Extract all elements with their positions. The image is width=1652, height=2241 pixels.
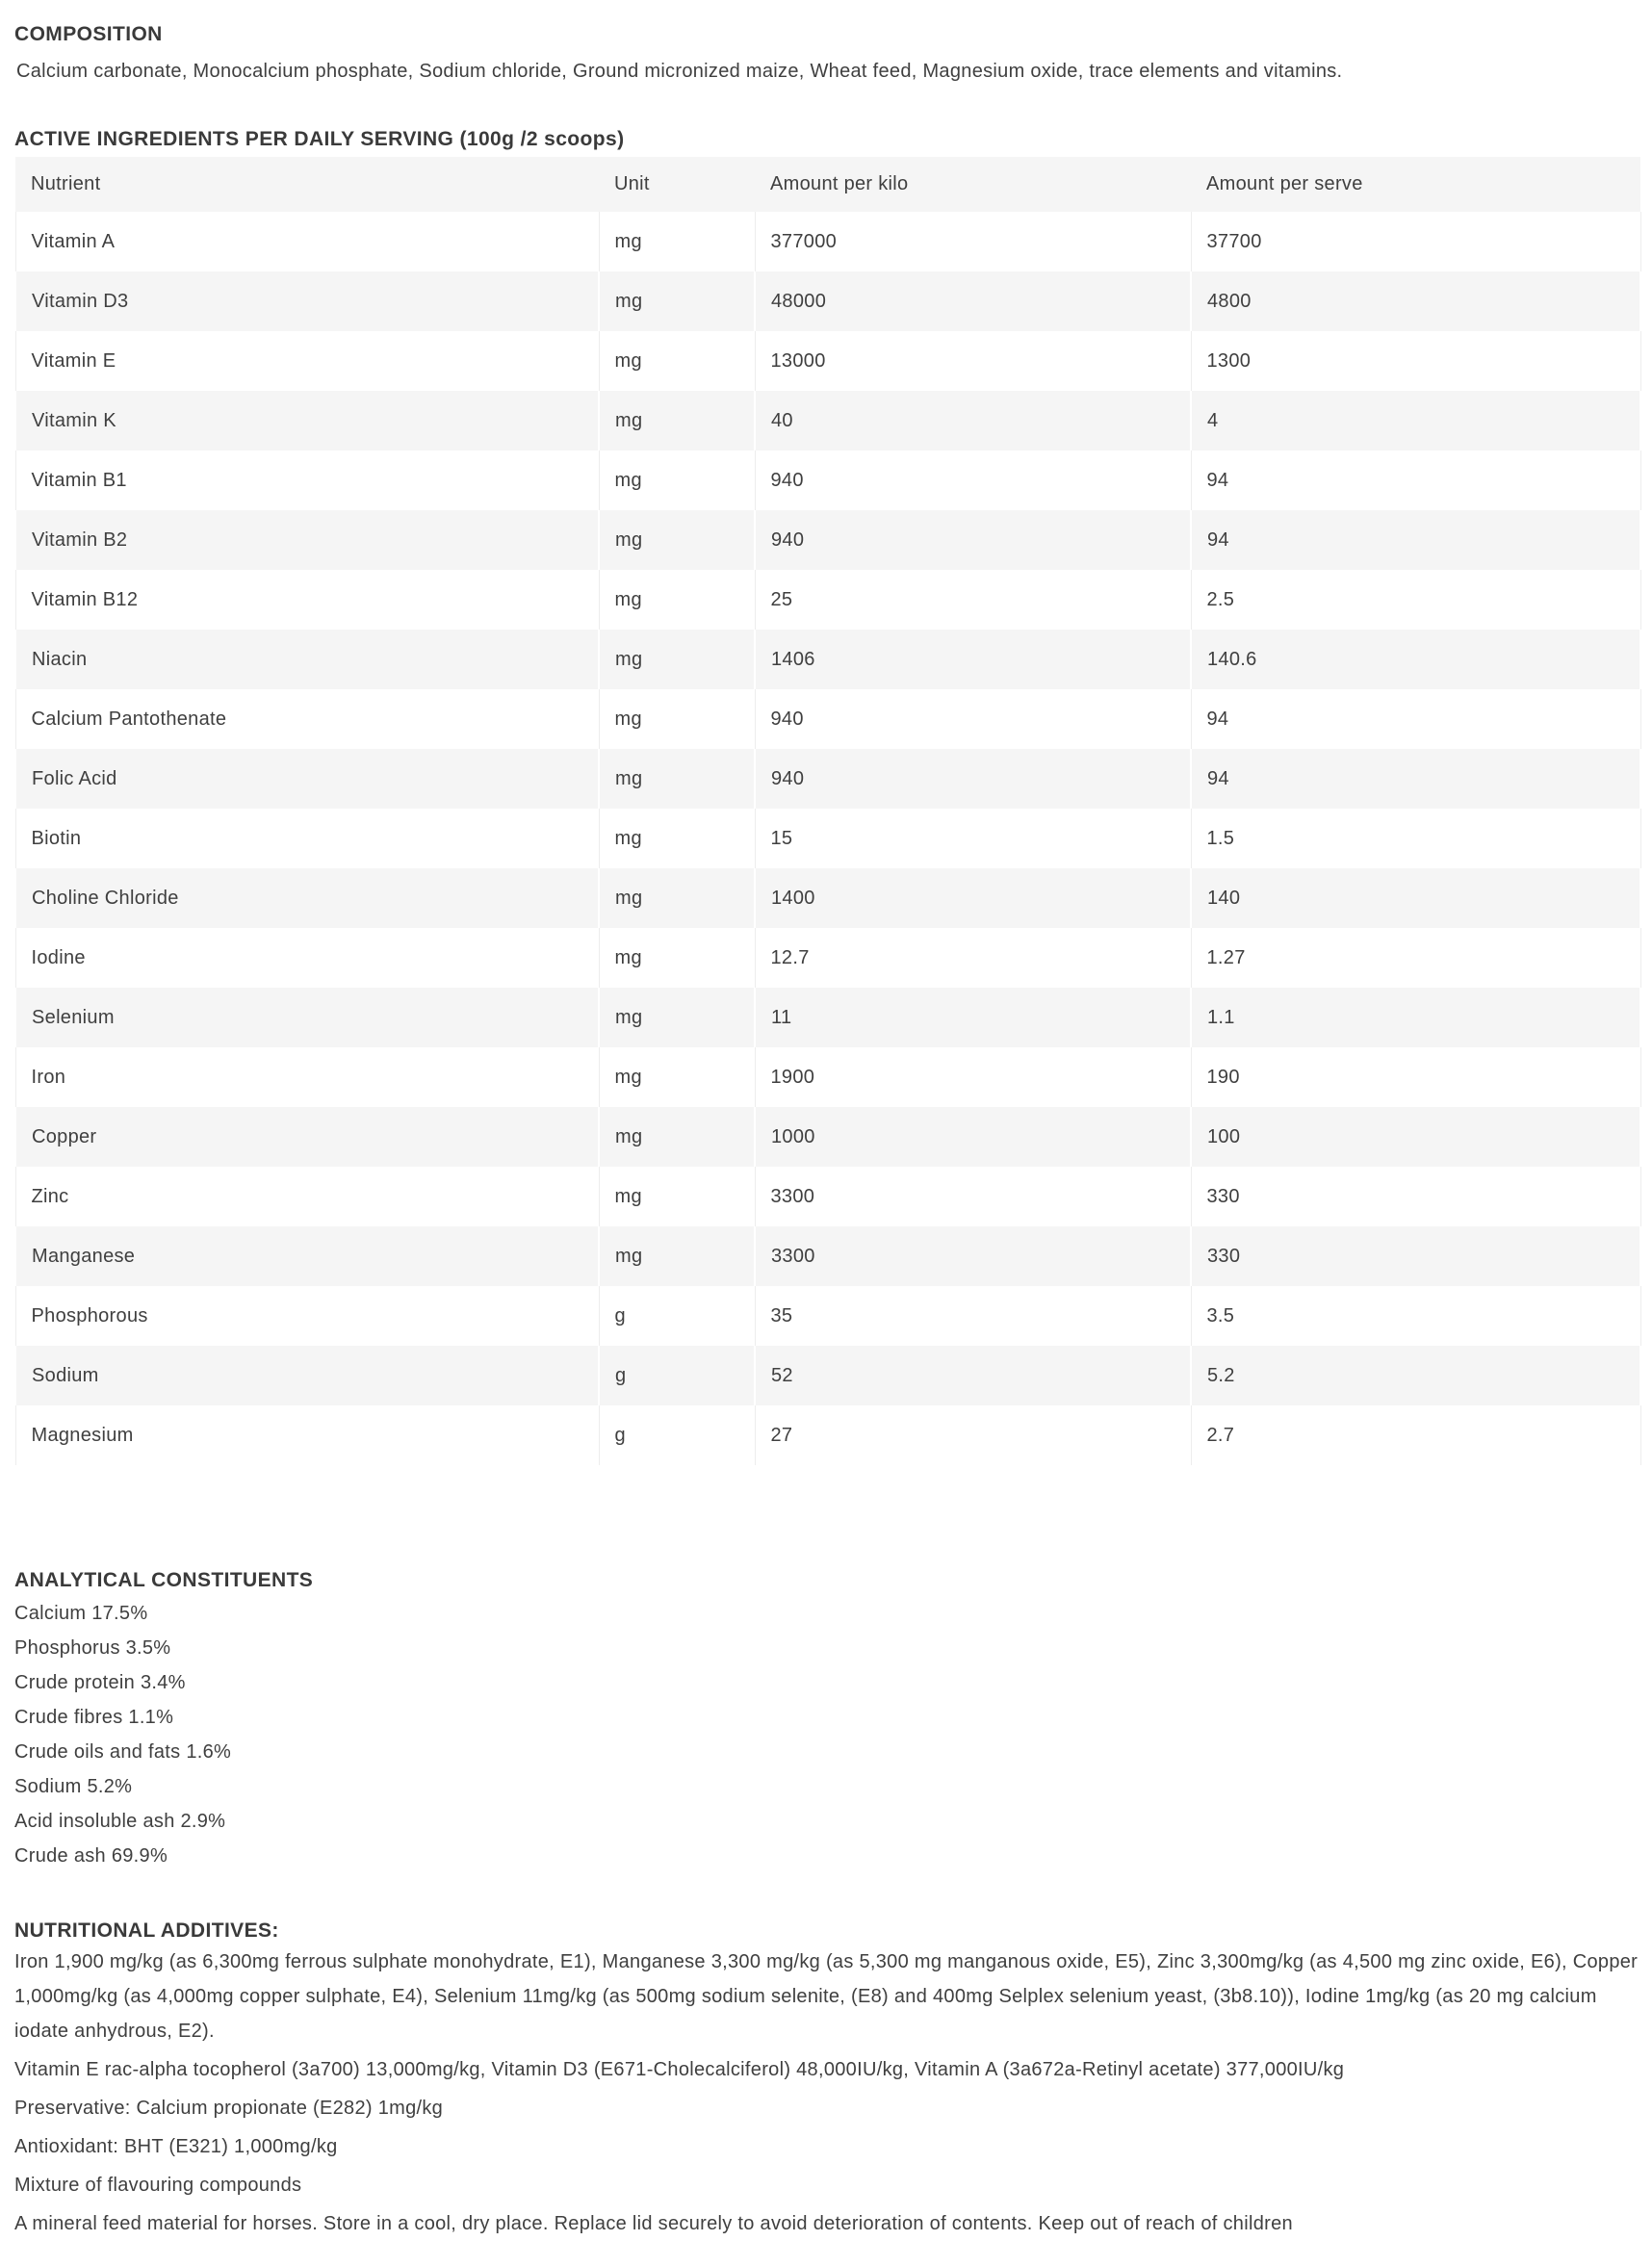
table-row bbox=[15, 451, 1640, 510]
table-row bbox=[15, 1047, 1640, 1107]
table-cell: 940 bbox=[755, 689, 1191, 749]
table-cell: 140 bbox=[1191, 868, 1640, 928]
table-cell: g bbox=[599, 1286, 755, 1346]
table-cell: mg bbox=[599, 510, 755, 570]
table-cell: 1400 bbox=[755, 868, 1191, 928]
table-cell: 12.7 bbox=[755, 928, 1191, 988]
table-row bbox=[15, 689, 1640, 749]
table-cell: mg bbox=[599, 570, 755, 630]
table-cell: Folic Acid bbox=[15, 749, 599, 809]
table-row bbox=[15, 809, 1640, 868]
table-cell: mg bbox=[599, 1107, 755, 1167]
table-cell: 1900 bbox=[755, 1047, 1191, 1107]
table-cell: g bbox=[599, 1346, 755, 1405]
table-row bbox=[15, 1286, 1640, 1346]
table-cell: 330 bbox=[1191, 1226, 1640, 1286]
constituent-line: Acid insoluble ash 2.9% bbox=[14, 1811, 226, 1832]
table-cell: 13000 bbox=[755, 331, 1191, 391]
table-cell: g bbox=[599, 1405, 755, 1465]
table-cell: 15 bbox=[755, 809, 1191, 868]
table-cell: 11 bbox=[755, 988, 1191, 1047]
additives-paragraph: Preservative: Calcium propionate (E282) 1mg/kg bbox=[14, 2098, 444, 2119]
table-cell: mg bbox=[599, 271, 755, 331]
table-cell: Vitamin B1 bbox=[15, 451, 599, 510]
table-cell: 25 bbox=[755, 570, 1191, 630]
column-header-amount-per-serve: Amount per serve bbox=[1191, 157, 1640, 212]
table-cell: 4 bbox=[1191, 391, 1640, 451]
table-body bbox=[15, 212, 1640, 1465]
table-cell: 1406 bbox=[755, 630, 1191, 689]
table-cell: Manganese bbox=[15, 1226, 599, 1286]
table-row bbox=[15, 928, 1640, 988]
active-ingredients-heading: ACTIVE INGREDIENTS PER DAILY SERVING (100g /2 scoops) bbox=[14, 128, 625, 150]
table-cell: Choline Chloride bbox=[15, 868, 599, 928]
table-row bbox=[15, 510, 1640, 570]
table-cell: Vitamin K bbox=[15, 391, 599, 451]
table-cell: 94 bbox=[1191, 689, 1640, 749]
table-cell: 190 bbox=[1191, 1047, 1640, 1107]
table-row bbox=[15, 1405, 1640, 1465]
table-cell: 140.6 bbox=[1191, 630, 1640, 689]
table-cell: 1000 bbox=[755, 1107, 1191, 1167]
table-cell: 3300 bbox=[755, 1226, 1191, 1286]
analytical-constituents-heading: ANALYTICAL CONSTITUENTS bbox=[14, 1569, 314, 1591]
table-cell: Selenium bbox=[15, 988, 599, 1047]
table-cell: 940 bbox=[755, 749, 1191, 809]
table-cell: Zinc bbox=[15, 1167, 599, 1226]
table-cell: mg bbox=[599, 212, 755, 271]
table-cell: 330 bbox=[1191, 1167, 1640, 1226]
table-cell: 2.7 bbox=[1191, 1405, 1640, 1465]
additives-paragraph: Vitamin E rac-alpha tocopherol (3a700) 13,000mg/kg, Vitamin D3 (E671-Cholecalciferol) 48,000IU/kg, Vitamin A (3a672a-Retinyl acetate) 377,000IU/kg bbox=[14, 2059, 1345, 2080]
table-cell: 27 bbox=[755, 1405, 1191, 1465]
column-header-nutrient: Nutrient bbox=[15, 157, 599, 212]
table-cell: 3.5 bbox=[1191, 1286, 1640, 1346]
additives-paragraph: A mineral feed material for horses. Store in a cool, dry place. Replace lid securely to avoid deterioration of contents. Keep out of reach of children bbox=[14, 2213, 1293, 2234]
table-cell: Sodium bbox=[15, 1346, 599, 1405]
table-cell: mg bbox=[599, 928, 755, 988]
table-cell: 94 bbox=[1191, 451, 1640, 510]
table-row bbox=[15, 271, 1640, 331]
table-row bbox=[15, 212, 1640, 271]
constituent-line: Crude ash 69.9% bbox=[14, 1845, 168, 1867]
table-cell: Phosphorous bbox=[15, 1286, 599, 1346]
table-cell: 940 bbox=[755, 510, 1191, 570]
table-cell: Iron bbox=[15, 1047, 599, 1107]
constituent-line: Crude oils and fats 1.6% bbox=[14, 1741, 232, 1763]
constituent-line: Crude fibres 1.1% bbox=[14, 1707, 174, 1728]
table-cell: mg bbox=[599, 988, 755, 1047]
table-cell: 1.5 bbox=[1191, 809, 1640, 868]
table-cell: 37700 bbox=[1191, 212, 1640, 271]
table-header-row bbox=[15, 157, 1640, 212]
table-cell: 5.2 bbox=[1191, 1346, 1640, 1405]
table-row bbox=[15, 1346, 1640, 1405]
table-cell: Niacin bbox=[15, 630, 599, 689]
constituent-line: Calcium 17.5% bbox=[14, 1603, 148, 1624]
table-row bbox=[15, 391, 1640, 451]
composition-text: Calcium carbonate, Monocalcium phosphate, Sodium chloride, Ground micronized maize, Wheat feed, Magnesium oxide, trace elements and vitamins. bbox=[16, 61, 1343, 82]
additives-paragraph: Mixture of flavouring compounds bbox=[14, 2175, 302, 2196]
table-row bbox=[15, 570, 1640, 630]
table-cell: mg bbox=[599, 868, 755, 928]
table-cell: 3300 bbox=[755, 1167, 1191, 1226]
table-row bbox=[15, 1167, 1640, 1226]
table-cell: 377000 bbox=[755, 212, 1191, 271]
table-cell: 1300 bbox=[1191, 331, 1640, 391]
table-cell: mg bbox=[599, 1167, 755, 1226]
analytical-constituents-list bbox=[14, 1596, 1639, 1873]
table-row bbox=[15, 630, 1640, 689]
table-cell: 4800 bbox=[1191, 271, 1640, 331]
table-row bbox=[15, 988, 1640, 1047]
table-cell: Vitamin B12 bbox=[15, 570, 599, 630]
table-cell: Vitamin E bbox=[15, 331, 599, 391]
table-cell: mg bbox=[599, 749, 755, 809]
table-cell: Magnesium bbox=[15, 1405, 599, 1465]
table-cell: 94 bbox=[1191, 749, 1640, 809]
table-cell: 52 bbox=[755, 1346, 1191, 1405]
table-cell: 40 bbox=[755, 391, 1191, 451]
table-row bbox=[15, 331, 1640, 391]
composition-heading: COMPOSITION bbox=[14, 23, 163, 45]
table-cell: mg bbox=[599, 391, 755, 451]
table-cell: 48000 bbox=[755, 271, 1191, 331]
table-cell: 100 bbox=[1191, 1107, 1640, 1167]
table-cell: Calcium Pantothenate bbox=[15, 689, 599, 749]
column-header-unit: Unit bbox=[599, 157, 755, 212]
constituent-line: Crude protein 3.4% bbox=[14, 1672, 186, 1693]
table-cell: Biotin bbox=[15, 809, 599, 868]
table-cell: 94 bbox=[1191, 510, 1640, 570]
table-cell: Vitamin D3 bbox=[15, 271, 599, 331]
constituent-line: Phosphorus 3.5% bbox=[14, 1637, 171, 1659]
table-row bbox=[15, 1226, 1640, 1286]
nutritional-additives-heading: NUTRITIONAL ADDITIVES: bbox=[14, 1919, 279, 1942]
table-row bbox=[15, 868, 1640, 928]
table-cell: mg bbox=[599, 689, 755, 749]
table-cell: 1.27 bbox=[1191, 928, 1640, 988]
table-cell: 35 bbox=[755, 1286, 1191, 1346]
table-row bbox=[15, 1107, 1640, 1167]
table-cell: mg bbox=[599, 1226, 755, 1286]
table-cell: Copper bbox=[15, 1107, 599, 1167]
table-cell: 940 bbox=[755, 451, 1191, 510]
table-cell: 1.1 bbox=[1191, 988, 1640, 1047]
nutritional-additives-block bbox=[14, 1945, 1639, 2241]
additives-paragraph: Antioxidant: BHT (E321) 1,000mg/kg bbox=[14, 2136, 338, 2157]
table-cell: mg bbox=[599, 451, 755, 510]
constituent-line: Sodium 5.2% bbox=[14, 1776, 133, 1797]
table-cell: mg bbox=[599, 809, 755, 868]
table-row bbox=[15, 749, 1640, 809]
table-cell: Iodine bbox=[15, 928, 599, 988]
table-cell: mg bbox=[599, 630, 755, 689]
column-header-amount-per-kilo: Amount per kilo bbox=[755, 157, 1191, 212]
additives-paragraph: Iron 1,900 mg/kg (as 6,300mg ferrous sulphate monohydrate, E1), Manganese 3,300 mg/kg (as 5,300 mg manganous oxide, E5), Zinc 3,300mg/kg (as 4,500 mg zinc oxide, E6), Copper 1,000mg/kg (as 4,000mg copper sulphate, E4), Selenium 11mg/kg (as 500mg sodium selenite, (E8) and 400mg Selplex selenium yeast, (3b8.10)), Iodine 1mg/kg (as 20 mg calcium iodate anhydrous, E2). bbox=[14, 1951, 1639, 2042]
table-cell: Vitamin A bbox=[15, 212, 599, 271]
table-cell: Vitamin B2 bbox=[15, 510, 599, 570]
table-cell: 2.5 bbox=[1191, 570, 1640, 630]
table-cell: mg bbox=[599, 331, 755, 391]
active-ingredients-table bbox=[14, 157, 1641, 1465]
table-cell: mg bbox=[599, 1047, 755, 1107]
